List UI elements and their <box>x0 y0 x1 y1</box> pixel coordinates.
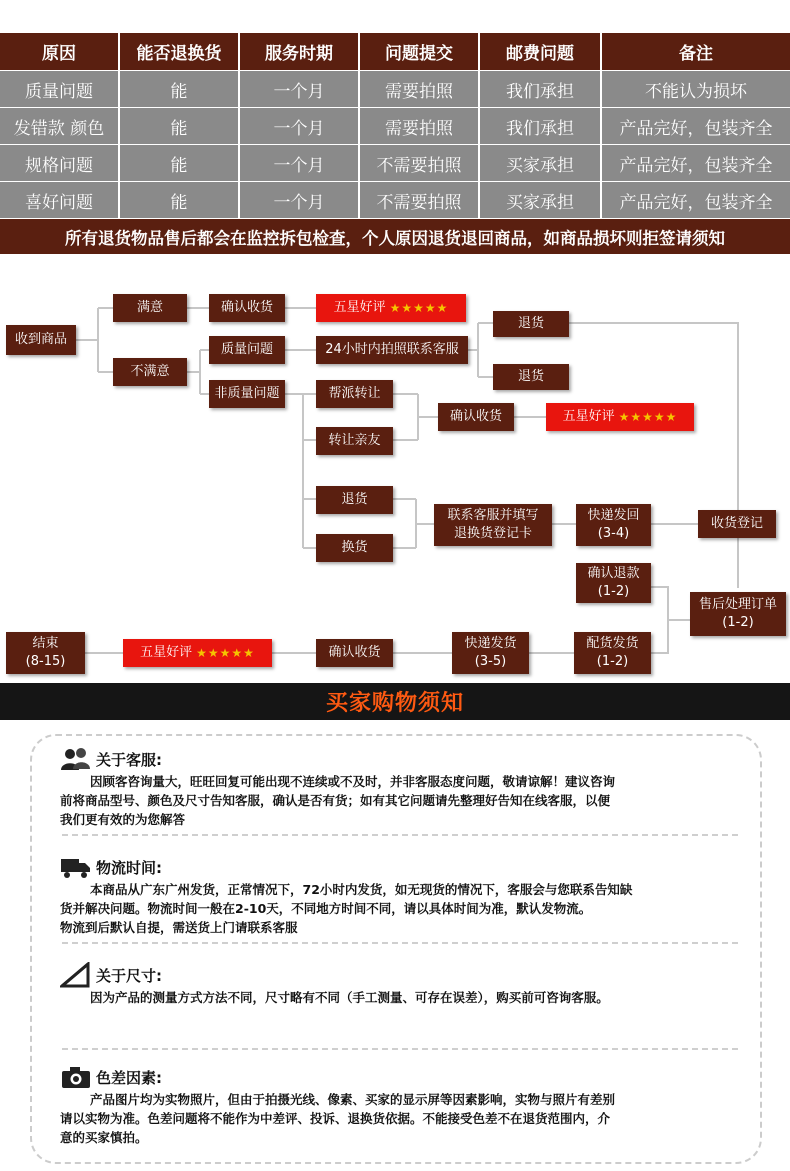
table-cell: 不需要拍照 <box>360 182 480 218</box>
color-title: 色差因素: <box>96 1068 162 1087</box>
table-row <box>0 144 790 181</box>
table-cell: 一个月 <box>240 108 360 144</box>
flow-transfer-friend: 转让亲友 <box>316 427 393 455</box>
flow-contact-fill <box>434 504 552 546</box>
flow-satisfied: 满意 <box>113 294 187 322</box>
table-cell: 产品完好，包装齐全 <box>602 182 790 218</box>
service-line1: 因顾客咨询量大，旺旺回复可能出现不连续或不及时，并非客服态度问题，敬请谅解！建议咨询 <box>90 774 616 789</box>
table-cell: 一个月 <box>240 145 360 181</box>
table-header-cell: 问题提交 <box>360 33 480 70</box>
flow-return-2: 退货 <box>493 364 569 390</box>
color-line1: 产品图片均为实物照片，但由于拍摄光线、像素、买家的显示屏等因素影响，实物与照片有差别 <box>90 1092 616 1107</box>
section-logistics <box>60 854 750 937</box>
flow-gift-transfer: 帮派转让 <box>316 380 393 408</box>
flow-five-star-3 <box>123 639 272 667</box>
table-cell: 一个月 <box>240 71 360 107</box>
five-star-label: 五星好评 <box>562 409 615 425</box>
size-title: 关于尺寸: <box>96 966 162 985</box>
table-cell: 一个月 <box>240 182 360 218</box>
table-cell: 能 <box>120 182 240 218</box>
service-line3: 我们更有效的为您解答 <box>60 812 186 827</box>
star-icon: ★★★★★ <box>389 300 449 315</box>
table-cell: 需要拍照 <box>360 71 480 107</box>
flow-after-sales <box>690 592 786 636</box>
divider <box>62 942 738 944</box>
service-title: 关于客服: <box>96 750 162 769</box>
flow-return-3: 退货 <box>316 486 393 514</box>
table-cell: 能 <box>120 108 240 144</box>
section-size <box>60 962 750 1007</box>
flow-dispatch <box>574 632 651 674</box>
table-cell: 买家承担 <box>480 182 602 218</box>
flow-receive: 收到商品 <box>6 325 76 355</box>
table-cell: 买家承担 <box>480 145 602 181</box>
table-row <box>0 70 790 107</box>
table-row <box>0 107 790 144</box>
section-color <box>60 1064 750 1147</box>
five-star-label: 五星好评 <box>140 645 193 661</box>
star-icon: ★★★★★ <box>196 645 255 660</box>
buyer-notice-panel <box>30 734 762 1164</box>
dispatch-line1: 配货发货 <box>586 636 639 652</box>
table-cell: 产品完好，包装齐全 <box>602 145 790 181</box>
express-return-line2: (3-4) <box>597 526 630 541</box>
after-sales-flowchart <box>0 270 790 680</box>
flow-end <box>6 632 85 674</box>
table-cell: 喜好问题 <box>0 182 120 218</box>
after-sales-line1: 售后处理订单 <box>698 597 777 613</box>
camera-icon <box>60 1064 92 1090</box>
flow-confirm-refund <box>576 563 651 603</box>
flow-express-return <box>576 504 651 546</box>
express-return-line1: 快递发回 <box>587 508 640 524</box>
logistics-title: 物流时间: <box>96 858 162 877</box>
color-line3: 意的买家慎拍。 <box>60 1130 148 1145</box>
customer-service-icon <box>60 746 92 772</box>
flow-confirm-receipt: 确认收货 <box>209 294 285 322</box>
end-line1: 结束 <box>32 636 59 652</box>
flow-connector-lines <box>0 270 790 680</box>
service-line2: 前将商品型号、颜色及尺寸告知客服，确认是否有货；如有其它问题请先整理好告知在线客服，以便 <box>60 793 611 808</box>
divider <box>62 834 738 836</box>
confirm-refund-line1: 确认退款 <box>587 566 640 582</box>
flow-receipt-register: 收货登记 <box>698 510 776 538</box>
flow-five-star <box>316 294 466 322</box>
divider <box>62 1048 738 1050</box>
table-cell: 发错款 颜色 <box>0 108 120 144</box>
table-cell: 我们承担 <box>480 108 602 144</box>
table-row <box>0 181 790 218</box>
flow-confirm-receipt-3: 确认收货 <box>316 639 393 667</box>
table-cell: 能 <box>120 71 240 107</box>
flow-express-ship <box>452 632 529 674</box>
flow-five-star-2 <box>546 403 694 431</box>
table-notice: 所有退货物品售后都会在监控拆包检查，个人原因退货退回商品，如商品损坏则拒签请须知 <box>0 218 790 254</box>
table-header-cell: 能否退换货 <box>120 33 240 70</box>
table-header-cell: 邮费问题 <box>480 33 602 70</box>
table-cell: 需要拍照 <box>360 108 480 144</box>
ruler-triangle-icon <box>60 962 92 988</box>
end-line2: (8-15) <box>25 654 66 669</box>
flow-non-quality-issue: 非质量问题 <box>209 380 285 408</box>
table-header-cell: 原因 <box>0 33 120 70</box>
flow-photo-contact: 24小时内拍照联系客服 <box>316 336 468 364</box>
confirm-refund-line2: (1-2) <box>597 584 630 599</box>
table-cell: 能 <box>120 145 240 181</box>
contact-fill-line2: 退换货登记卡 <box>453 526 532 541</box>
logistics-line3: 物流到后默认自提，需送货上门请联系客服 <box>60 920 298 935</box>
table-header-cell: 服务时期 <box>240 33 360 70</box>
express-ship-line2: (3-5) <box>474 654 507 669</box>
table-cell: 不能认为损坏 <box>602 71 790 107</box>
color-line2: 请以实物为准。色差问题将不能作为中差评、投诉、退换货依据。不能接受色差不在退货范围内，介 <box>60 1111 611 1126</box>
table-cell: 不需要拍照 <box>360 145 480 181</box>
flow-exchange: 换货 <box>316 534 393 562</box>
buyer-notice-banner <box>0 683 790 720</box>
dispatch-line2: (1-2) <box>596 654 629 669</box>
table-cell: 质量问题 <box>0 71 120 107</box>
logistics-line2: 货并解决问题。物流时间一般在2-10天，不同地方时间不同，请以具体时间为准，默认发物流。 <box>60 901 592 916</box>
delivery-truck-icon <box>60 854 92 880</box>
table-header-row <box>0 33 790 70</box>
size-line1: 因为产品的测量方式方法不同，尺寸略有不同（手工测量、可存在误差），购买前可咨询客服。 <box>90 990 609 1005</box>
express-ship-line1: 快递发货 <box>464 636 517 652</box>
flow-return-1: 退货 <box>493 311 569 337</box>
table-header-cell: 备注 <box>602 33 790 70</box>
banner-title: 买家购物须知 <box>325 691 464 716</box>
flow-unsatisfied: 不满意 <box>113 358 187 386</box>
return-policy-table <box>0 33 790 254</box>
table-cell: 我们承担 <box>480 71 602 107</box>
section-service <box>60 746 750 829</box>
after-sales-line2: (1-2) <box>722 615 754 630</box>
contact-fill-line1: 联系客服并填写 <box>447 508 539 524</box>
logistics-line1: 本商品从广东广州发货，正常情况下，72小时内发货，如无现货的情况下，客服会与您联系告知缺 <box>90 882 633 897</box>
table-cell: 规格问题 <box>0 145 120 181</box>
table-cell: 产品完好，包装齐全 <box>602 108 790 144</box>
flow-confirm-receipt-2: 确认收货 <box>438 403 514 431</box>
five-star-label: 五星好评 <box>333 300 386 316</box>
star-icon: ★★★★★ <box>618 409 678 424</box>
flow-quality-issue: 质量问题 <box>209 336 285 364</box>
